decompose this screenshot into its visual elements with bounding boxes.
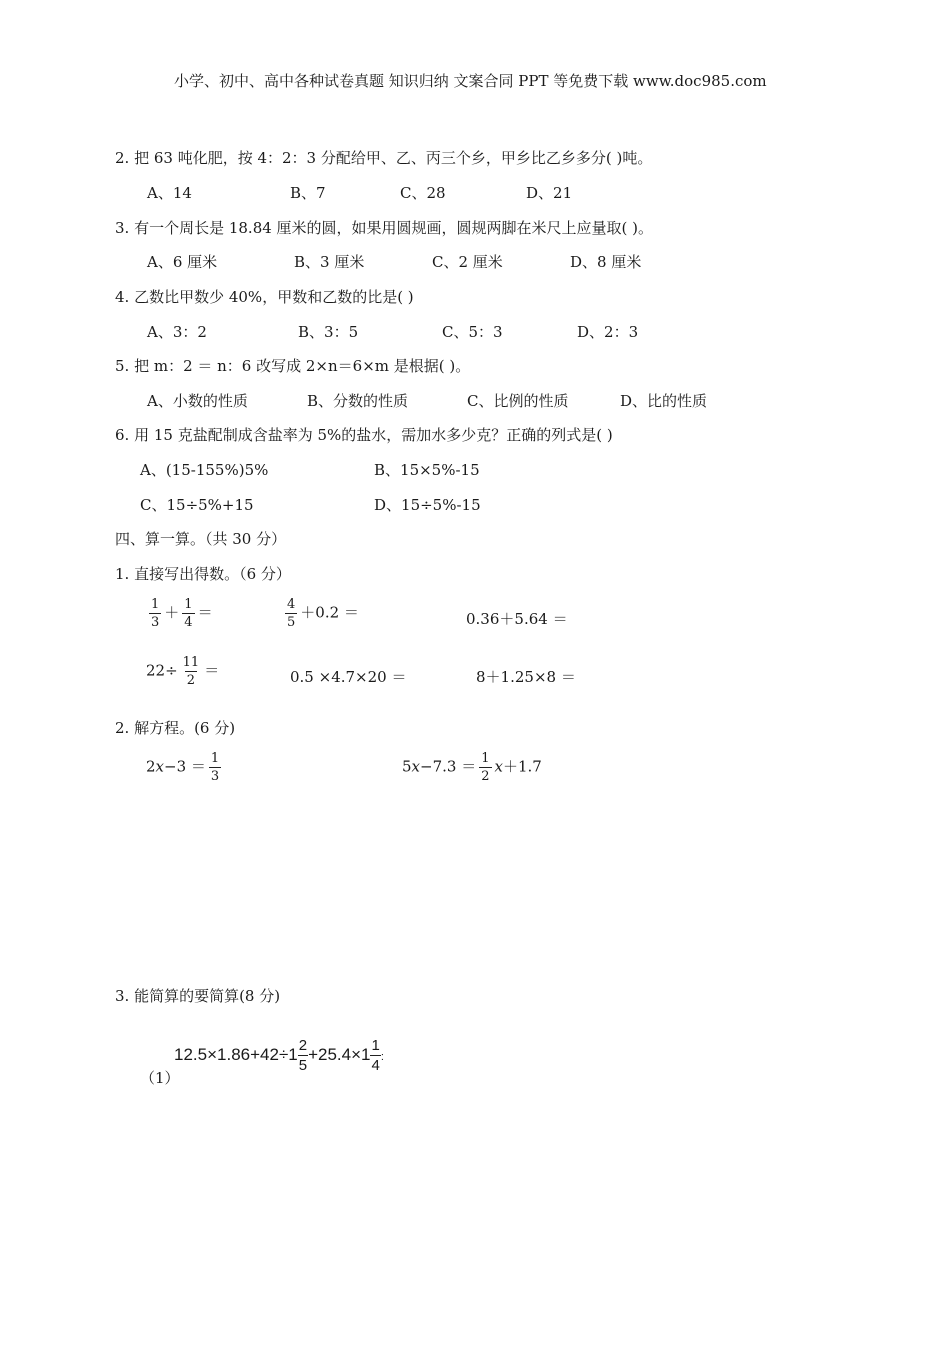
question-3-option-d: D、8 厘米 xyxy=(570,253,642,271)
question-5-stem: 5. 把 m：2 ＝ n：6 改写成 2×n＝6×m 是根据( )。 xyxy=(115,357,471,375)
simplify-title: 3. 能简算的要简算(8 分) xyxy=(115,987,281,1005)
calc-expression-1: $\frac{1}{3}$ ＋ $\frac{1}{4}$ ＝ xyxy=(151,597,213,630)
fraction: $\frac{1}{3}$ xyxy=(151,597,160,630)
question-2-stem: 2. 把 63 吨化肥，按 4：2：3 分配给甲、乙、丙三个乡，甲乡比乙乡多分( )吨。 xyxy=(115,149,653,167)
equations-title: 2. 解方程。(6 分) xyxy=(115,719,236,737)
fraction: $\frac{1}{3}$ xyxy=(210,751,220,784)
question-6-stem: 6. 用 15 克盐配制成含盐率为 5%的盐水，需加水多少克？正确的列式是( ) xyxy=(115,426,613,444)
question-6-option-c: C、15÷5%+15 xyxy=(140,496,254,514)
equation-2: 5x−7.3 ＝ $\frac{1}{2}$ x＋1.7 xyxy=(402,751,542,784)
calc-expression-3: 0.36＋5.64 ＝ xyxy=(466,610,568,628)
question-2-option-d: D、21 xyxy=(526,184,573,202)
question-6-option-a: A、(15-155%)5% xyxy=(140,461,269,479)
simplify-label: （1） xyxy=(140,1069,180,1087)
calc-title: 1. 直接写出得数。（6 分） xyxy=(115,565,291,583)
section-4-heading: 四、算一算。（共 30 分） xyxy=(115,530,287,548)
question-4-option-d: D、2：3 xyxy=(577,323,639,341)
fraction: $\frac{4}{5}$ xyxy=(287,597,296,630)
question-2-option-c: C、28 xyxy=(400,184,446,202)
question-3-option-a: A、6 厘米 xyxy=(147,253,218,271)
fraction: $\frac{11}{2}$ xyxy=(182,655,200,688)
question-4-stem: 4. 乙数比甲数少 40%，甲数和乙数的比是( ) xyxy=(115,288,414,306)
calc-expression-6: 8＋1.25×8 ＝ xyxy=(476,668,576,686)
question-2-option-b: B、7 xyxy=(290,184,326,202)
equation-1: 2x−3 ＝ $\frac{1}{3}$ xyxy=(146,751,220,784)
question-2-option-a: A、14 xyxy=(147,184,192,202)
question-4-option-b: B、3：5 xyxy=(298,323,359,341)
question-5-option-d: D、比的性质 xyxy=(620,392,708,410)
question-5-option-b: B、分数的性质 xyxy=(307,392,409,410)
simplify-expression: 12.5×1.86+42÷1 $\frac{2}{5}$ +25.4×1 $\frac{1}{4}$ : xyxy=(174,1037,384,1074)
question-5-option-a: A、小数的性质 xyxy=(147,392,248,410)
question-4-option-a: A、3：2 xyxy=(147,323,207,341)
page-header: 小学、初中、高中各种试卷真题 知识归纳 文案合同 PPT 等免费下载 www.doc985.com xyxy=(174,72,767,90)
fraction: $\frac{1}{4}$ xyxy=(184,597,193,630)
calc-expression-2: $\frac{4}{5}$ ＋0.2 ＝ xyxy=(287,597,359,630)
question-6-option-d: D、15÷5%-15 xyxy=(374,496,481,514)
calc-expression-5: 0.5 ×4.7×20 ＝ xyxy=(290,668,407,686)
question-5-option-c: C、比例的性质 xyxy=(467,392,569,410)
question-4-option-c: C、5：3 xyxy=(442,323,503,341)
fraction: $\frac{1}{4}$ xyxy=(371,1037,380,1074)
question-3-stem: 3. 有一个周长是 18.84 厘米的圆，如果用圆规画，圆规两脚在米尺上应量取( )。 xyxy=(115,219,654,237)
fraction: $\frac{2}{5}$ xyxy=(298,1037,308,1074)
question-3-option-b: B、3 厘米 xyxy=(294,253,365,271)
question-6-option-b: B、15×5%-15 xyxy=(374,461,480,479)
fraction: $\frac{1}{2}$ xyxy=(481,751,490,784)
calc-expression-4: 22÷ $\frac{11}{2}$ ＝ xyxy=(146,655,220,688)
question-3-option-c: C、2 厘米 xyxy=(432,253,503,271)
